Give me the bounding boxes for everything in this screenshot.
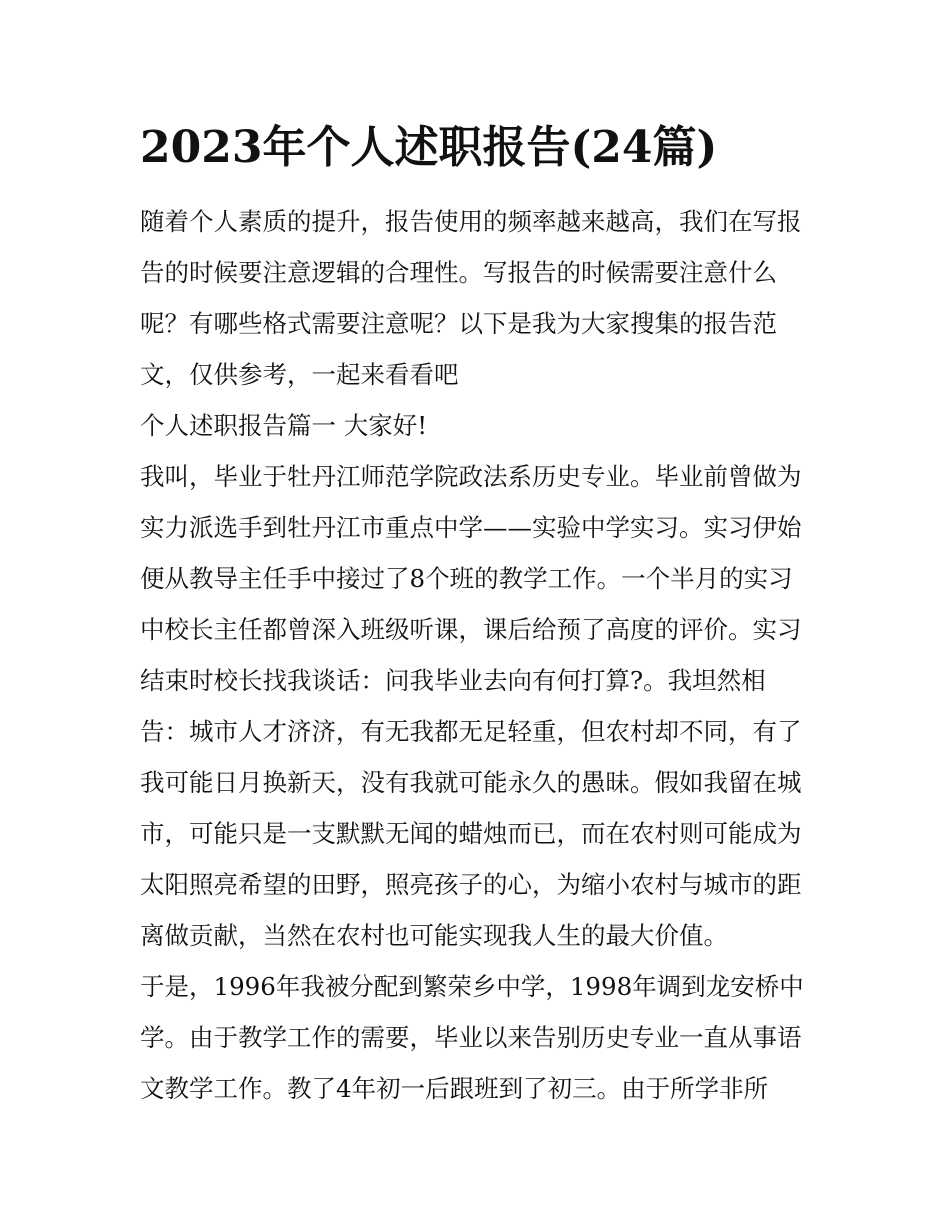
paragraph-line: 离做贡献，当然在农村也可能实现我人生的最大价值。 xyxy=(140,921,728,950)
paragraph-line: 我叫，毕业于牡丹江师范学院政法系历史专业。毕业前曾做为 xyxy=(140,462,802,491)
paragraph-line: 学。由于教学工作的需要，毕业以来告别历史专业一直从事语 xyxy=(140,1023,802,1052)
paragraph-line: 太阳照亮希望的田野，照亮孩子的心，为缩小农村与城市的距 xyxy=(140,870,802,899)
paragraph-line: 实力派选手到牡丹江市重点中学——实验中学实习。实习伊始 xyxy=(140,513,802,542)
paragraph-line: 中校长主任都曾深入班级听课，课后给预了高度的评价。实习 xyxy=(140,615,802,644)
paragraph-line: 于是，1996年我被分配到繁荣乡中学，1998年调到龙安桥中 xyxy=(140,972,804,1001)
paragraph-line: 随着个人素质的提升，报告使用的频率越来越高，我们在写报 xyxy=(140,207,802,236)
paragraph-line: 文，仅供参考，一起来看看吧 xyxy=(140,360,459,389)
paragraph-line: 告：城市人才济济，有无我都无足轻重，但农村却不同，有了 xyxy=(140,717,802,746)
paragraph-line: 结束时校长找我谈话：问我毕业去向有何打算?。我坦然相 xyxy=(140,666,766,695)
paragraph-line: 市，可能只是一支默默无闻的蜡烛而已，而在农村则可能成为 xyxy=(140,819,802,848)
paragraph-line: 便从教导主任手中接过了8个班的教学工作。一个半月的实习 xyxy=(140,564,793,593)
section-heading-line: 个人述职报告篇一 大家好! xyxy=(140,411,428,440)
paragraph-line: 我可能日月换新天，没有我就可能永久的愚昧。假如我留在城 xyxy=(140,768,802,797)
document-title: 2023年个人述职报告(24篇) xyxy=(140,122,718,173)
paragraph-line: 呢？有哪些格式需要注意呢？以下是我为大家搜集的报告范 xyxy=(140,309,777,338)
paragraph-line: 告的时候要注意逻辑的合理性。写报告的时候需要注意什么 xyxy=(140,258,777,287)
paragraph-line: 文教学工作。教了4年初一后跟班到了初三。由于所学非所 xyxy=(140,1074,769,1103)
